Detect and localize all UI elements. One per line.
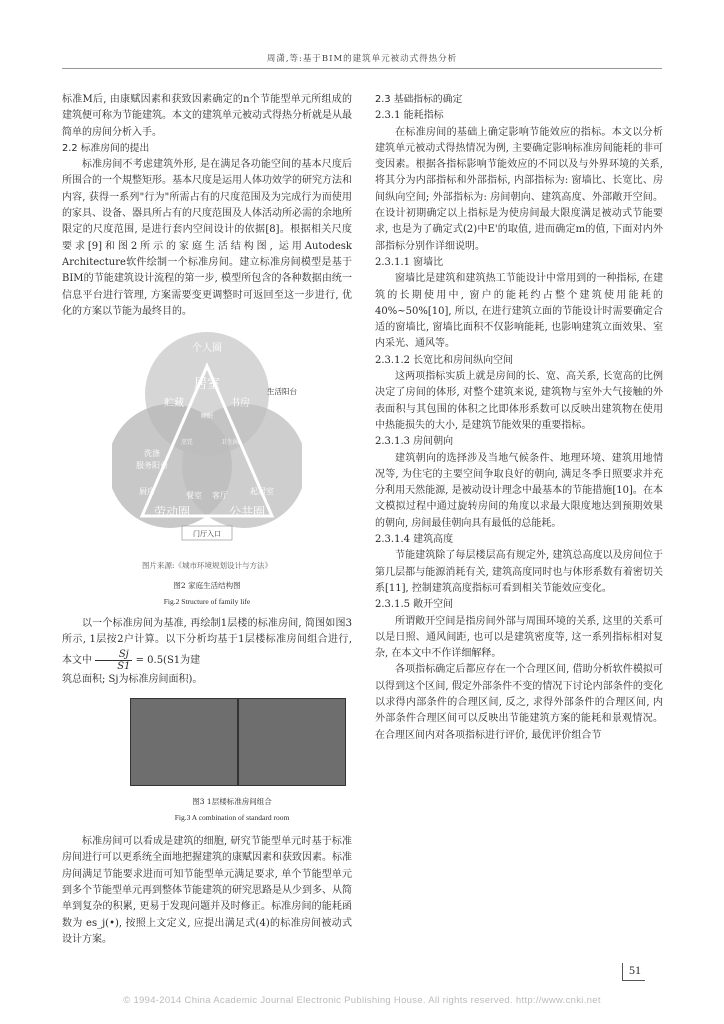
label-hygiene: 卫生间 xyxy=(220,439,240,447)
formula-denominator: S1 xyxy=(117,660,131,672)
right-column xyxy=(375,92,663,744)
label-public: 公共圈 xyxy=(228,505,266,520)
right-paragraph-4: 建筑朝向的选择涉及当地气候条件、地理环境、建筑用地情况等, 为住宅的主要空间争取良好的朝向, 满足冬季日照要求并充分利用天然能源, 是被动设计理念中最基本的节能措施[10]。在本文模拟过程中通过旋转房间的角度以求最大限度地达到预期效果的朝向, 房间最佳朝向具有最低的总能耗。 xyxy=(375,452,663,529)
label-study: 书房 xyxy=(230,398,250,410)
label-entrance: 门厅入口 xyxy=(193,530,221,539)
running-title: 周潇,等:基于BIM的建筑单元被动式得热分析 xyxy=(266,54,458,64)
formula-numerator: Sj xyxy=(95,649,132,661)
label-cooking: 烹饪 xyxy=(180,439,194,447)
standard-room-left xyxy=(130,698,238,786)
standard-room-combination xyxy=(130,698,346,786)
left-paragraph-3-end: 筑总面积; Sj为标准房间面积)。 xyxy=(62,673,203,685)
formula-rhs: = 0.5(S1为建 xyxy=(135,654,201,666)
section-2-3-1-4-heading: 2.3.1.4 建筑高度 xyxy=(375,534,454,546)
label-kitchen: 厨房 xyxy=(139,487,155,497)
label-dining: 餐室 xyxy=(186,491,202,501)
page-number: 51 xyxy=(622,963,645,981)
figure-2-source: 图片来源:《城市环境规划设计与方法》 xyxy=(141,561,273,571)
left-paragraph-4: 标准房间可以看成是建筑的细胞, 研究节能型单元时基于标准房间进行可以更系统全面地把握建筑的康赋因素和获致因素。标准房间满足节能要求进而可知节能型单元满足要求, 单个节能型单元到多个节能型单元再到整体节能建筑的研究思路是从少到多、从简单到复杂的积累, 更易于发现问题并及时修正。标准房间的能耗函数为 es_j(•), 按照上文定义, 应提出满足式(4)的标准房间被动式设计方案。 xyxy=(62,836,352,945)
right-paragraph-3: 这两项指标实质上就是房间的长、宽、高关系, 长宽高的比例决定了房间的体形, 对整个建筑来说, 建筑物与室外大气接触的外表面积与其包围的体积之比即体形系数可以反映出建筑物在使用中热能损失的大小, 是建筑节能效果的重要指标。 xyxy=(375,371,663,431)
label-outdoor: 起居室 xyxy=(250,487,274,497)
section-2-3-1-1-heading: 2.3.1.1 窗墙比 xyxy=(375,256,444,268)
label-storage: 贮藏 xyxy=(164,398,184,410)
figure-2-caption-en: Fig.2 Structure of family life xyxy=(163,597,251,607)
figure-2 xyxy=(62,326,352,616)
family-life-diagram xyxy=(112,326,302,556)
standard-room-right xyxy=(238,698,346,786)
label-living: 居室 xyxy=(193,377,221,393)
figure-3-caption-cn: 图3 1层楼标准房间组合 xyxy=(192,797,272,807)
figure-3 xyxy=(62,694,352,834)
figure-3-caption-en: Fig.3 A combination of standard room xyxy=(174,813,290,823)
copyright-footer: © 1994-2014 China Academic Journal Electronic Publishing House. All rights reserved. http://www.cnki.net xyxy=(123,995,601,1006)
area-ratio-formula xyxy=(95,649,132,672)
section-2-2-heading: 2.2 标准房间的提出 xyxy=(62,142,150,154)
section-2-3-1-heading: 2.3.1 能耗指标 xyxy=(375,110,444,122)
label-sleep: 睡眠 xyxy=(200,413,214,421)
label-laundry: 洗涤 xyxy=(144,449,160,459)
right-paragraph-6: 所谓敞开空间是指房间外部与周围环境的关系, 这里的关系可以是日照、通风间距, 也可以是建筑密度等, 这一系列指标相对复杂, 在本文中不作详细解释。 xyxy=(375,615,663,660)
label-parlor: 客厅 xyxy=(212,491,228,501)
section-2-3-1-3-heading: 2.3.1.3 房间朝向 xyxy=(375,436,454,448)
section-2-3-1-2-heading: 2.3.1.2 长宽比和房间纵向空间 xyxy=(375,354,514,366)
right-paragraph-1: 在标准房间的基础上确定影响节能效应的指标。本文以分析建筑单元被动式得热情况为例, 主要确定影响标准房间能耗的非可变因素。根据各指标影响节能效应的不同以及与外界环境的关系, 将其分为内部指标和外部指标, 内部指标为: 窗墙比、长宽比、房间纵向空间; 外部指标为: 房间朝向、建筑高度、外部敞开空间。在设计初期确定以上指标是为使房间最大限度满足被动式节能要求, 也是为了确定式(2)中E'的取值, 进而确定m的值, 下面对内外部指标分别作详细说明。 xyxy=(375,126,663,252)
section-2-3-1-5-heading: 2.3.1.5 敞开空间 xyxy=(375,599,454,611)
label-balcony: 生活阳台 xyxy=(267,387,297,397)
left-paragraph-2: 标准房间不考虑建筑外形, 是在满足各功能空间的基本尺度后所围合的一个規整矩形。基本尺度是运用人体功效学的研究方法和内容, 获得一系列"行为"所需占有的尺度范围及为完成行为而使用的家具、设备、器具所占有的尺度范围及人体活动所必需的余地所限定的尺度范围, 是进行套内空间设计的依据[8]。根据相关尺度要求[9]和图2所示的家庭生活结构图, 运用Autodesk Architecture软件绘制一个标准房间。建立标准房间模型是基于BIM的节能建筑设计流程的第一步, 模型所包含的各种数据由统一信息平台进行管理, 方案需要变更调整时可返回至这一步进行, 优化的方案以节能为最终目的。 xyxy=(62,159,352,317)
left-paragraph-3 xyxy=(62,616,352,672)
right-paragraph-2: 窗墙比是建筑和建筑热工节能设计中常用到的一种指标, 在建筑的长期使用中, 窗户的能耗约占整个建筑使用能耗的40%~50%[10], 所以, 在进行建筑立面的节能设计时需要确定合适的窗墙比, 窗墙比面积不仅影响能耗, 也影响建筑立面效果、室内采光、通风等。 xyxy=(375,273,663,350)
right-paragraph-7: 各项指标确定后都应存在一个合理区间, 借助分析软件模拟可以得到这个区间, 假定外部条件不变的情况下讨论内部条件的变化以求得内部条件的合理区间, 反之, 求得外部条件的合理区间, 内外部条件合理区间可以反映出节能建筑方案的能耗和景观情况。在合理区间内对各项指标进行评价, 最优评价组合节 xyxy=(375,664,663,741)
label-service-balcony: 服务阳台 xyxy=(136,461,168,471)
p3-text: 以一个标准房间为基准, 再绘制1层楼的标准房间, 简图如图3所示, 1层按2户计算。以下分析均基于1层楼标准房间组合进行, 本文中 xyxy=(62,618,352,666)
left-column xyxy=(62,92,352,948)
header-rule xyxy=(62,68,662,69)
label-personal: 个人圈 xyxy=(192,343,222,355)
label-labor: 劳动圈 xyxy=(153,505,191,520)
figure-2-caption-cn: 图2 家庭生活结构图 xyxy=(173,581,241,591)
right-paragraph-5: 节能建筑除了每层楼层高有规定外, 建筑总高度以及房间位于第几层都与能源消耗有关, 建筑高度同时也与体形系数有着密切关系[11], 控制建筑高度指标可看到相关节能效应变化。 xyxy=(375,550,663,594)
section-2-3-heading: 2.3 基础指标的确定 xyxy=(375,94,463,105)
left-paragraph-1: 标准M后, 由康赋因素和获致因素确定的n个节能型单元所组成的建筑便可称为节能建筑。本文的建筑单元被动式得热分析就是从最简单的房间分析入手。 xyxy=(62,94,352,138)
